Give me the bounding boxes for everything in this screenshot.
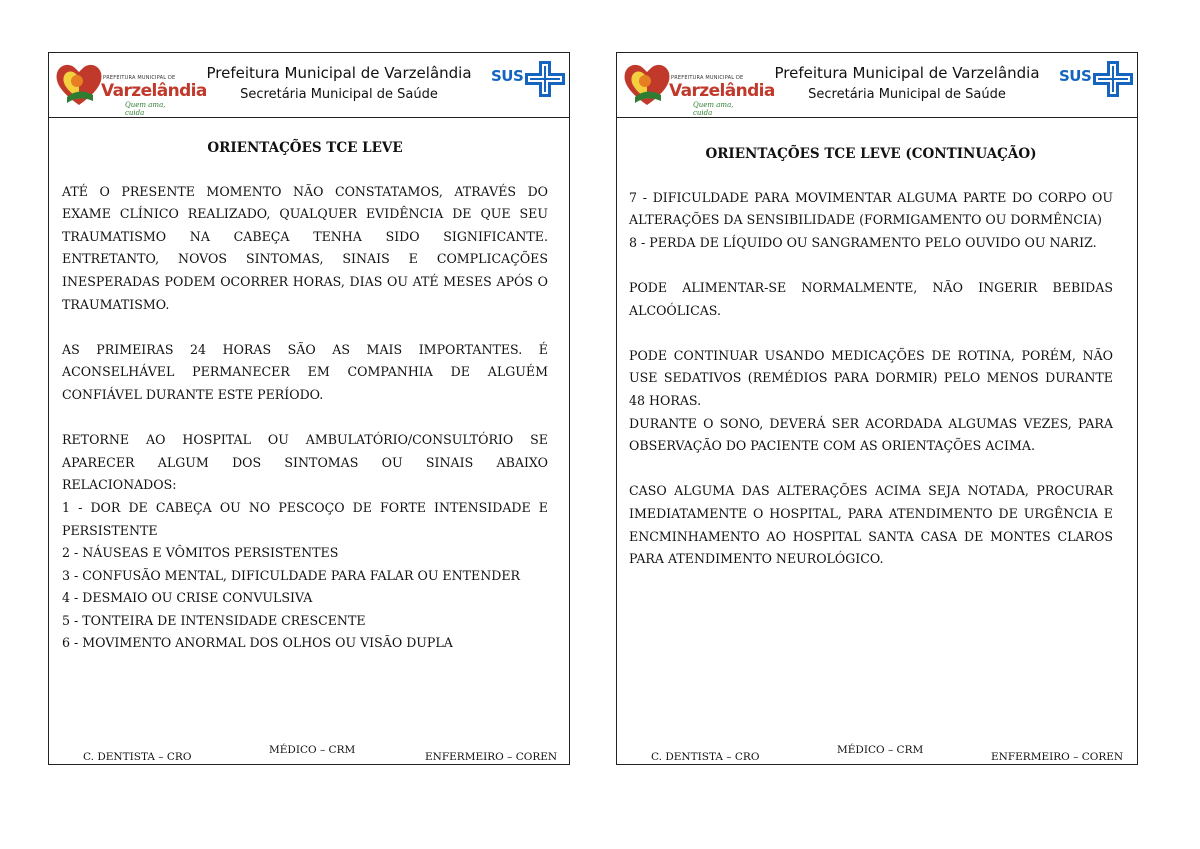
header-title: Prefeitura Municipal de Varzelândia [206, 64, 472, 82]
sus-cross-icon [525, 61, 565, 97]
list-item: 8 - PERDA DE LÍQUIDO OU SANGRAMENTO PELO OUVIDO OU NARIZ. [629, 234, 1097, 250]
page-header [49, 53, 569, 118]
paragraph-diet: PODE ALIMENTAR-SE NORMALMENTE, NÃO INGERIR BEBIDAS ALCOÓLICAS. [629, 279, 1113, 318]
sus-logo [491, 61, 565, 97]
sus-text: SUS [491, 67, 524, 85]
logo-name: Varzelândia [669, 81, 775, 101]
header-subtitle: Secretária Municipal de Saúde [240, 87, 438, 102]
paragraph-sleep: DURANTE O SONO, DEVERÁ SER ACORDADA ALGUMAS VEZES, PARA OBSERVAÇÃO DO PACIENTE COM AS ORIENTAÇÕES ACIMA. [629, 415, 1113, 454]
header-subtitle: Secretária Municipal de Saúde [808, 87, 1006, 102]
right-content [629, 143, 1113, 571]
paragraph-emergency: CASO ALGUMA DAS ALTERAÇÕES ACIMA SEJA NOTADA, PROCURAR IMEDIATAMENTE O HOSPITAL, PARA ATENDIMENTO DE URGÊNCIA E ENCMINHAMENTO AO HOSPITAL SANTA CASA DE MONTES CLAROS PARA ATENDIMENTO NEUROLÓGICO. [629, 483, 1113, 567]
heart-logo-icon [53, 59, 105, 109]
sus-logo [1059, 61, 1133, 97]
logo-slogan: Quem ama, cuida [693, 101, 734, 117]
signature-medico: MÉDICO – CRM [837, 744, 924, 756]
list-item: 1 - DOR DE CABEÇA OU NO PESCOÇO DE FORTE INTENSIDADE E PERSISTENTE [62, 499, 548, 538]
left-page [48, 52, 570, 765]
signature-enfermeiro: ENFERMEIRO – COREN [425, 751, 558, 763]
varzelandia-logo [621, 59, 775, 117]
signature-dentista: C. DENTISTA – CRO [83, 751, 192, 763]
signature-medico: MÉDICO – CRM [269, 744, 356, 756]
list-item: 5 - TONTEIRA DE INTENSIDADE CRESCENTE [62, 612, 366, 628]
header-title: Prefeitura Municipal de Varzelândia [774, 64, 1040, 82]
logo-subtext: PREFEITURA MUNICIPAL DE [103, 75, 176, 81]
list-item: 3 - CONFUSÃO MENTAL, DIFICULDADE PARA FALAR OU ENTENDER [62, 567, 521, 583]
paragraph-return: RETORNE AO HOSPITAL OU AMBULATÓRIO/CONSULTÓRIO SE APARECER ALGUM DOS SINTOMAS OU SINAIS ABAIXO RELACIONADOS: [62, 432, 548, 493]
logo-slogan: Quem ama, cuida [125, 101, 166, 117]
list-item: 4 - DESMAIO OU CRISE CONVULSIVA [62, 590, 313, 606]
signature-enfermeiro: ENFERMEIRO – COREN [991, 751, 1124, 763]
list-item: 7 - DIFICULDADE PARA MOVIMENTAR ALGUMA PARTE DO CORPO OU ALTERAÇÕES DA SENSIBILIDADE (FORMIGAMENTO OU DORMÊNCIA) [629, 189, 1113, 228]
paragraph-first-24h: AS PRIMEIRAS 24 HORAS SÃO AS MAIS IMPORTANTES. É ACONSELHÁVEL PERMANECER EM COMPANHIA DE ALGUÉM CONFIÁVEL DURANTE ESTE PERÍODO. [62, 341, 548, 402]
list-item: 6 - MOVIMENTO ANORMAL DOS OLHOS OU VISÃO DUPLA [62, 635, 453, 651]
left-content [62, 137, 548, 655]
sus-text: SUS [1059, 67, 1092, 85]
heart-logo-icon [621, 59, 673, 109]
list-item: 2 - NÁUSEAS E VÔMITOS PERSISTENTES [62, 545, 339, 561]
page-header [617, 53, 1137, 118]
logo-subtext: PREFEITURA MUNICIPAL DE [671, 75, 744, 81]
right-page [616, 52, 1138, 765]
logo-name: Varzelândia [101, 81, 207, 101]
signature-dentista: C. DENTISTA – CRO [651, 751, 760, 763]
document-title: ORIENTAÇÕES TCE LEVE (CONTINUAÇÃO) [705, 146, 1037, 162]
paragraph-intro: ATÉ O PRESENTE MOMENTO NÃO CONSTATAMOS, ATRAVÉS DO EXAME CLÍNICO REALIZADO, QUALQUER EVIDÊNCIA DE QUE SEU TRAUMATISMO NA CABEÇA TENHA SIDO SIGNIFICANTE. ENTRETANTO, NOVOS SINTOMAS, SINAIS E COMPLICAÇÕES INESPERADAS PODEM OCORRER HORAS, DIAS OU ATÉ MESES APÓS O TRAUMATISMO. [62, 183, 548, 312]
paragraph-medication: PODE CONTINUAR USANDO MEDICAÇÕES DE ROTINA, PORÉM, NÃO USE SEDATIVOS (REMÉDIOS PARA DORMIR) PELO MENOS DURANTE 48 HORAS. [629, 347, 1113, 408]
sus-cross-icon [1093, 61, 1133, 97]
document-title: ORIENTAÇÕES TCE LEVE [207, 140, 403, 156]
varzelandia-logo [53, 59, 207, 117]
